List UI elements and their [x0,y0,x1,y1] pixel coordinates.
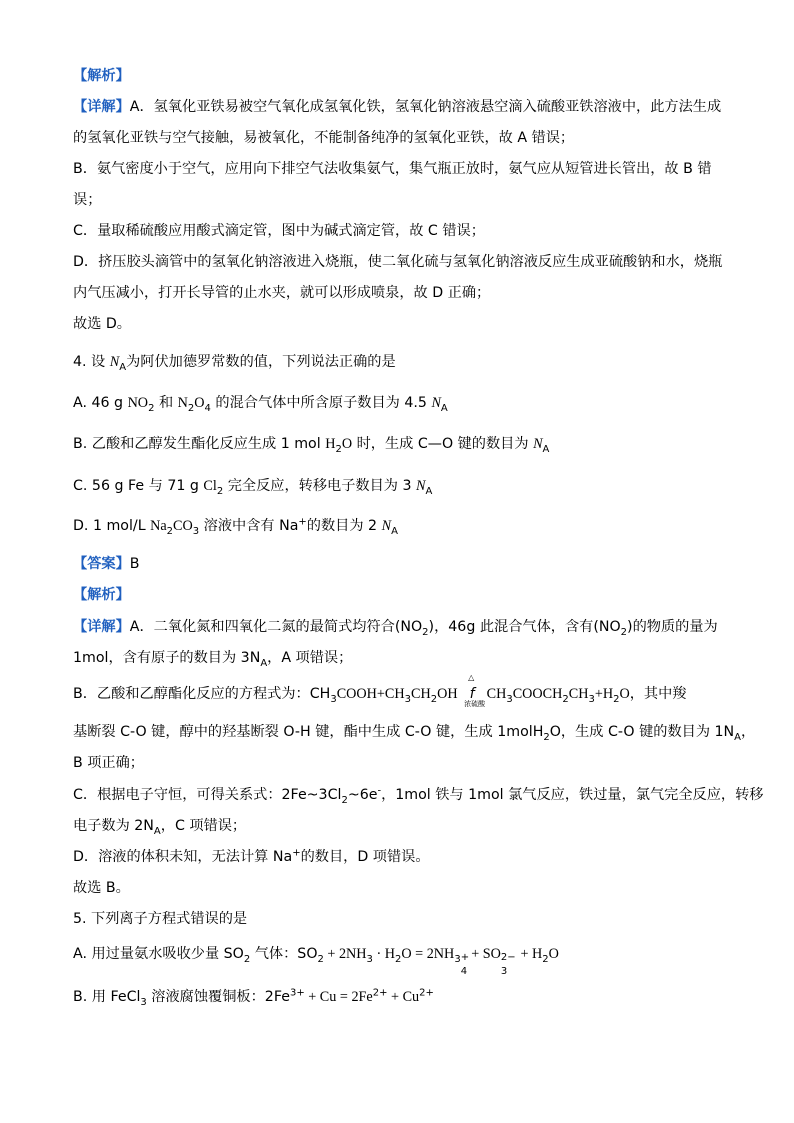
explanation-line: D．挤压胶头滴管中的氢氧化钠溶液进入烧瓶，使二氧化硫与氢氧化钠溶液反应生成亚硫酸钠和水，烧瓶 [73,254,723,270]
question-4-stem: 4. 设 $N_A$为阿伏加德罗常数的值，下列说法正确的是 [73,354,396,373]
option-b: B. 用 FeCl$_3$ 溶液腐蚀覆铜板：$2Fe^{3+} + Cu = 2Fe^{2+} + Cu^{2+}$ [73,987,434,1008]
detail-line: C．根据电子守恒，可得关系式：$2Fe\sim 3Cl_2\sim 6e^-$，1mol 铁与 1mol 氯气反应，铁过量，氯气完全反应，转移 [73,785,764,806]
detail-line: B 项正确； [73,755,144,771]
explanation-line: 【详解】A．氢氧化亚铁易被空气氧化成氢氧化铁，氢氧化钠溶液悬空滴入硫酸亚铁溶液中，此方法生成 [73,99,722,115]
explanation-line: 的氢氧化亚铁与空气接触，易被氧化，不能制备纯净的氢氧化亚铁，故 A 错误； [73,130,575,146]
conclusion-line: 故选 D。 [73,316,131,332]
explanation-line: B．氨气密度小于空气，应用向下排空气法收集氨气，集气瓶正放时，氨气应从短管进长管出，故 B 错 [73,161,712,177]
reaction-arrow: △ f 浓硫酸 [464,673,486,708]
detail-line: 电子数为 $2N_A$，C 项错误； [73,818,247,837]
option-c: C. 56 g Fe 与 71 g $Cl_2$ 完全反应，转移电子数目为 3 $N_A$ [73,478,433,497]
conclusion-line: 故选 B。 [73,880,130,896]
detail-line: 1mol，含有原子的数目为 $3N_A$，A 项错误； [73,650,353,669]
detail-line: 【详解】A．二氧化氮和四氧化二氮的最简式均符合$(NO_2)$，46g 此混合气体，含有$(NO_2)$的物质的量为 [73,619,718,638]
explanation-line: C．量取稀硫酸应用酸式滴定管，图中为碱式滴定管，故 C 错误； [73,223,485,239]
option-a: A. 用过量氨水吸收少量 $SO_2$ 气体：$SO_2 + 2NH_3 \cdot H_2O = 2NH_3$ + 4 + SO 2− 3 + $H_2O$ [73,946,559,977]
question-5-stem: 5. 下列离子方程式错误的是 [73,911,248,927]
option-a: A. 46 g $NO_2$ 和 $N_2O_4$ 的混合气体中所含原子数目为 4.5 $N_A$ [73,395,448,414]
analysis-tag: 【解析】 [73,68,130,84]
detail-line: 基断裂 C-O 键，醇中的羟基断裂 O-H 键，酯中生成 C-O 键，生成 1molH$_2$O，生成 C-O 键的数目为 $1N_A$， [73,724,756,743]
explanation-line: 内气压减小，打开长导管的止水夹，就可以形成喷泉，故 D 正确； [73,285,491,301]
analysis-tag: 【解析】 [73,587,130,603]
explanation-line: 误； [73,192,102,208]
option-d: D. 1 mol/L $Na_2CO_3$ 溶液中含有 Na+的数目为 2 $N_A$ [73,516,398,537]
detail-equation-line: B．乙酸和乙醇酯化反应的方程式为：$CH_3COOH+CH_3CH_2OH$ △ f 浓硫酸 $CH_3COOCH_2CH_3+H_2O$，其中羧 [73,673,687,708]
detail-line: D．溶液的体积未知，无法计算 Na+的数目，D 项错误。 [73,847,430,865]
option-b: B. 乙酸和乙醇发生酯化反应生成 1 mol $H_2O$ 时，生成 C—O 键的数目为 $N_A$ [73,436,550,455]
answer-line: 【答案】B [73,556,140,572]
